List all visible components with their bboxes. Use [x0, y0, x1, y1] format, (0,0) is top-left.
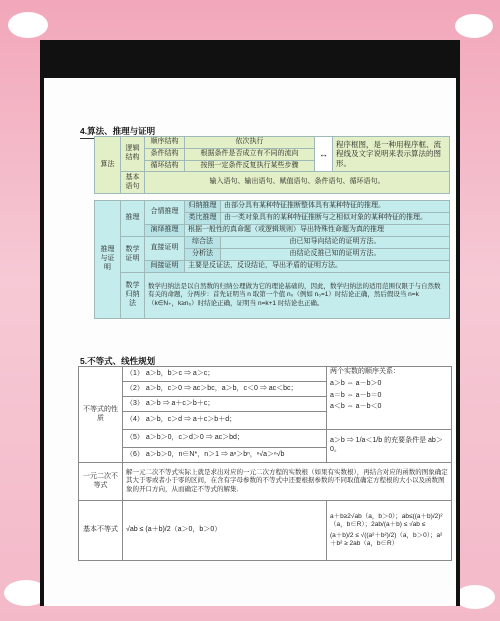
cloud-decoration — [455, 585, 495, 609]
hel-label: 合情推理 — [145, 201, 185, 225]
property-item: （2） a＞b，c＞0 ⇒ ac＞bc，a＞b，c＜0 ⇒ ac＜bc； — [123, 382, 327, 397]
basic-inequality-right: a＋b≥2√ab（a，b＞0）；ab≤((a＋b)/2)²（a，b∈R）；2ab/(a＋b) ≤ √ab ≤ — [330, 512, 443, 528]
induction-label: 数学归纳法 — [121, 273, 145, 319]
proof-desc: 由结论反推已知的证明方法。 — [221, 249, 450, 261]
basic-inequality-label: 基本不等式 — [79, 501, 123, 561]
reciprocal-condition: a＞b ⇒ 1/a＜1/b 的充要条件是 ab＞0。 — [327, 430, 452, 463]
property-item: （5） a＞b＞0，c＞d＞0 ⇒ ac＞bd； — [123, 430, 327, 448]
inequality-property-label: 不等式的性质 — [79, 367, 123, 463]
infer-name: 归纳推理 — [185, 201, 221, 213]
infer-desc: 根据一般性的真命题（或逻辑规则）导出特殊性命题为真的推理 — [185, 225, 450, 237]
inequality-table — [78, 366, 452, 561]
cloud-decoration — [455, 14, 493, 38]
structure-desc: 按照一定条件反复执行某些步骤 — [185, 160, 315, 172]
property-item: （3） a＞b ⇒ a＋c＞b＋c； — [123, 397, 327, 412]
flowchart-note: 程序框图，是一种用程序框、流程线及文字说明来表示算法的图形。 — [333, 137, 450, 172]
infer-desc: 由一类对象具有的某种特征推断与之相似对象的某种特征的推理。 — [221, 213, 450, 225]
order-line: a＞b ⇔ a－b＞0 — [330, 379, 382, 387]
induction-text: 数学归纳法是以自然数的归纳公理做为它的理论基础的，因此，数学归纳法的适用范围仅限于与自然数有关的命题，分两步：首先证明当 n 取第一个值 n₀（例如 n₀=1）时结论正确，然后假设当 n=k（k∈N₊，k≥n₀）时结论正确，证明当 n=k+1 时结论也正确。 — [145, 273, 450, 319]
quadratic-label: 一元二次不等式 — [79, 463, 123, 501]
infer-name: 演绎推理 — [145, 225, 185, 237]
proof-desc: 由已知导向结论的证明方法。 — [221, 237, 450, 249]
order-title: 两个实数的顺序关系： — [330, 368, 400, 375]
structure-name: 顺序结构 — [145, 137, 185, 149]
property-item: （1） a＞b，b＞c ⇒ a＞c； — [123, 367, 327, 382]
structure-name: 条件结构 — [145, 148, 185, 160]
section-title: 5.不等式、线性规划 — [80, 355, 155, 369]
proof-desc: 主要是反证法，反设结论，导出矛盾的证明方法。 — [185, 261, 450, 273]
proof-name: 间接证明 — [145, 261, 185, 273]
infer-desc: 由部分具有某种特征推断整体具有某种特征的推理。 — [221, 201, 450, 213]
proof-name: 分析法 — [185, 249, 221, 261]
basic-statement-label: 基本语句 — [121, 172, 145, 194]
infer-label: 推理 — [121, 201, 145, 237]
basic-inequality-right: (a＋b)/2 ≤ √((a²＋b²)/2)（a，b＞0）；a²＋b² ≥ 2ab（a，b∈R） — [330, 532, 443, 548]
algo-label: 算法 — [95, 137, 121, 194]
order-line: a＜b ⇔ a－b＜0 — [330, 403, 382, 411]
basic-statement-text: 输入语句、输出语句、赋值语句、条件语句、循环语句。 — [145, 172, 450, 194]
proof-name: 综合法 — [185, 237, 221, 249]
logic-label: 逻辑结构 — [121, 137, 145, 172]
property-item: （4） a＞b，c＞d ⇒ a＋c＞b＋d； — [123, 412, 327, 430]
basic-inequality-left: √ab ≤ (a＋b)/2（a＞0，b＞0） — [123, 501, 327, 561]
property-item: （6） a＞b＞0，n∈N*，n＞1 ⇒ aⁿ＞bⁿ，ⁿ√a＞ⁿ√b — [123, 448, 327, 463]
cloud-decoration — [8, 12, 48, 38]
direct-label: 数学证明 — [121, 237, 145, 273]
algorithm-table — [94, 136, 450, 194]
reasoning-table — [94, 200, 450, 319]
header-bar — [40, 40, 460, 78]
structure-desc: 依次执行 — [185, 137, 315, 149]
structure-desc: 根据条件是否成立有不同的流向 — [185, 148, 315, 160]
reasoning-label: 推理与证明 — [95, 201, 121, 319]
infer-name: 类比推理 — [185, 213, 221, 225]
direct-name: 直接证明 — [145, 237, 185, 261]
order-line: a＝b ⇔ a－b＝0 — [330, 391, 382, 399]
section-title: 4.算法、推理与证明 — [80, 125, 155, 139]
double-arrow-icon: ↔ — [315, 137, 333, 172]
structure-name: 循环结构 — [145, 160, 185, 172]
quadratic-text: 解一元二次不等式实际上就是求出对应的一元二次方程的实数根（如果有实数根），再结合对应的函数的图象确定其大于零或者小于零的区间，在含有字母参数的不等式中还要根据参数的不同取值确定方程根的大小以及函数图象的开口方向，从而确定不等式的解集． — [123, 463, 452, 501]
